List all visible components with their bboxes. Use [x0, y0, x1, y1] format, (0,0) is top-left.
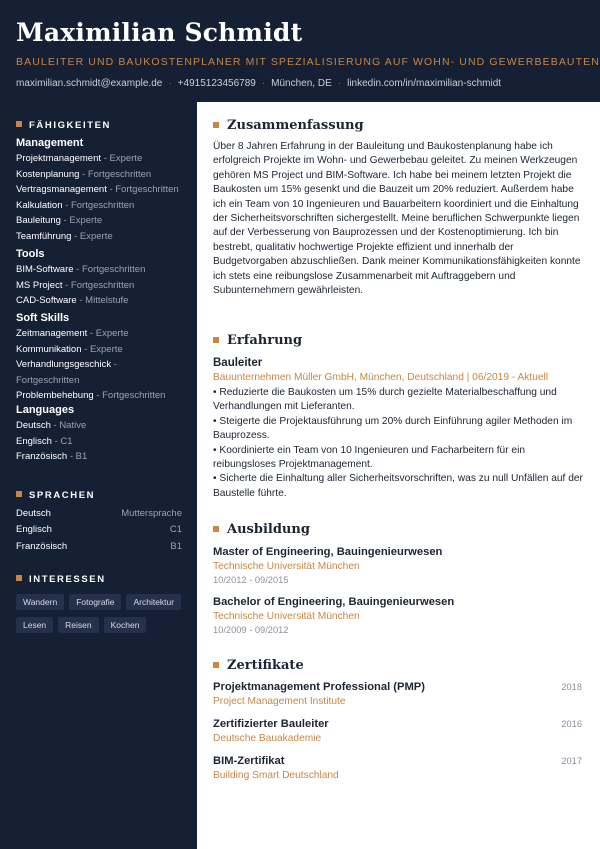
- skill-item: Bauleitung - Experte: [16, 215, 103, 226]
- education-school: Technische Universität München: [213, 561, 360, 572]
- language-row: Französisch B1: [16, 541, 182, 552]
- skill-item: Französisch - B1: [16, 451, 88, 462]
- skill-item: Problembehebung - Fortgeschritten: [16, 390, 166, 401]
- skills-section-title: FÄHIGKEITEN: [16, 120, 111, 131]
- sidebar: [0, 102, 197, 849]
- skill-group-title: Soft Skills: [16, 312, 70, 324]
- job-bullet: • Steigerte die Projektausführung um 20% durch Einführung agiler Methoden im Bauprozess.: [213, 415, 573, 442]
- job-company-line: Bauunternehmen Müller GmbH, München, Deutschland | 06/2019 - Aktuell: [213, 372, 549, 383]
- interest-tag: Lesen: [16, 617, 53, 633]
- contact-linkedin[interactable]: linkedin.com/in/maximilian-schmidt: [347, 78, 502, 89]
- job-bullet: • Reduzierte die Baukosten um 15% durch gezielte Materialbeschaffung und Verhandlungen mit Lieferanten.: [213, 387, 557, 413]
- contact-separator: ·: [337, 78, 342, 89]
- skill-item: Kostenplanung - Fortgeschritten: [16, 168, 152, 180]
- square-bullet-icon: [16, 491, 22, 497]
- contact-email[interactable]: maximilian.schmidt@example.de: [16, 78, 163, 89]
- candidate-name: Maximilian Schmidt: [16, 18, 303, 47]
- education-dates: 10/2012 - 09/2015: [213, 575, 289, 585]
- header: [0, 0, 600, 102]
- education-dates: 10/2009 - 09/2012: [213, 625, 289, 635]
- interests-tags: [16, 592, 192, 638]
- skill-group-title: Management: [16, 137, 84, 149]
- skill-group-tools: [16, 248, 192, 309]
- skill-group-languages: [16, 404, 192, 465]
- square-bullet-icon: [213, 337, 219, 343]
- education-degree: Bachelor of Engineering, Bauingenieurwesen: [213, 596, 455, 608]
- language-row: Deutsch Muttersprache: [16, 508, 182, 519]
- skill-item: Deutsch - Native: [16, 420, 87, 431]
- main-content: [197, 102, 600, 849]
- square-bullet-icon: [16, 575, 22, 581]
- certificates-section-title: Zertifikate: [213, 658, 304, 673]
- contact-phone[interactable]: +4915123456789: [177, 78, 256, 89]
- skill-group-management: [16, 137, 192, 244]
- summary-section-title: Zusammenfassung: [213, 118, 364, 133]
- skill-group-soft-skills: [16, 312, 192, 404]
- contact-separator: ·: [168, 78, 172, 89]
- candidate-subtitle: BAULEITER UND BAUKOSTENPLANER MIT SPEZIALISIERUNG AUF WOHN- UND GEWERBEBAUTEN: [16, 56, 600, 68]
- contact-separator: ·: [261, 78, 266, 89]
- certificate-year: 2016: [561, 719, 582, 729]
- experience-section-title: Erfahrung: [213, 333, 302, 348]
- interests-section-title: INTERESSEN: [16, 574, 106, 585]
- education-section-title: Ausbildung: [213, 522, 310, 537]
- language-row: Englisch C1: [16, 524, 182, 535]
- certificate-org: Deutsche Bauakademie: [213, 733, 322, 744]
- certificate-title: BIM-Zertifikat: [213, 755, 285, 767]
- contact-line: [16, 78, 501, 89]
- languages-section-title: SPRACHEN: [16, 490, 95, 501]
- skill-item: Kommunikation - Experte: [16, 343, 123, 355]
- square-bullet-icon: [16, 121, 22, 127]
- skill-item: Zeitmanagement - Experte: [16, 328, 129, 339]
- skill-item: Teamführung - Experte: [16, 230, 113, 242]
- interest-tag: Kochen: [104, 617, 147, 633]
- certificate-org: Project Management Institute: [213, 696, 346, 707]
- skill-item: Vertragsmanagement - Fortgeschritten: [16, 184, 179, 195]
- certificate-title: Zertifizierter Bauleiter: [213, 718, 329, 730]
- education-school: Technische Universität München: [213, 611, 360, 622]
- skill-group-title: Tools: [16, 248, 45, 260]
- skill-item: Kalkulation - Fortgeschritten: [16, 199, 135, 211]
- job-bullet: • Koordinierte ein Team von 10 Ingenieuren und Facharbeitern für ein reibungsloses Projektmanagement.: [213, 444, 526, 471]
- square-bullet-icon: [213, 662, 219, 668]
- certificate-org: Building Smart Deutschland: [213, 770, 339, 781]
- interest-tag: Architektur: [126, 594, 181, 610]
- summary-text: Über 8 Jahren Erfahrung in der Bauleitung und Baukostenplanung habe ich erfolgreich Projekte im Wohn- und Gewerbebau geleitet. Zu meinen Werkzeugen gehören MS Project und BIM-Software. Ich habe bei meinem letzten Projekt die Baukosten um 15% gesenkt und die Bauzeit um 20% reduziert. Außerdem habe ich ein Team von 10 Ingenieuren und Bauarbeitern koordiniert und die Einhaltung der Sicherheitsvorschriften sichergestellt. Meine beruflichen Schwerpunkte liegen auf der Verbesserung von Bauprozessen und der Kostenoptimierung. Ich bin bestrebt, qualitativ hochwertige Projekte effizient und innerhalb der Budgetvorgaben abzuschließen. Dank meiner Kommunikationsfähigkeiten konnte ich stets eine reibungslose Zusammenarbeit mit Auftraggebern und Subunternehmern gewährleisten.: [213, 141, 581, 297]
- interest-tag: Fotografie: [69, 594, 121, 610]
- skill-item: BIM-Software - Fortgeschritten: [16, 264, 146, 275]
- education-degree: Master of Engineering, Bauingenieurwesen: [213, 546, 443, 558]
- interest-tag: Wandern: [16, 594, 64, 610]
- skill-item: Projektmanagement - Experte: [16, 153, 143, 164]
- skill-item: CAD-Software - Mittelstufe: [16, 295, 129, 306]
- job-bullet: • Sicherte die Einhaltung aller Sicherheitsvorschriften, was zu null Unfällen auf der Baustelle führte.: [213, 473, 583, 499]
- job-title: Bauleiter: [213, 357, 263, 369]
- skill-group-title: Languages: [16, 404, 75, 416]
- job-bullets: [213, 386, 585, 501]
- square-bullet-icon: [213, 122, 219, 128]
- certificate-year: 2018: [561, 682, 582, 692]
- skill-item: Verhandlungsgeschick - Fortgeschritten: [16, 359, 117, 386]
- certificate-title: Projektmanagement Professional (PMP): [213, 681, 425, 693]
- interest-tag: Reisen: [58, 617, 98, 633]
- skill-item: Englisch - C1: [16, 435, 73, 447]
- skill-item: MS Project - Fortgeschritten: [16, 279, 135, 291]
- certificate-year: 2017: [561, 756, 582, 766]
- square-bullet-icon: [213, 526, 219, 532]
- contact-location: München, DE: [271, 78, 332, 89]
